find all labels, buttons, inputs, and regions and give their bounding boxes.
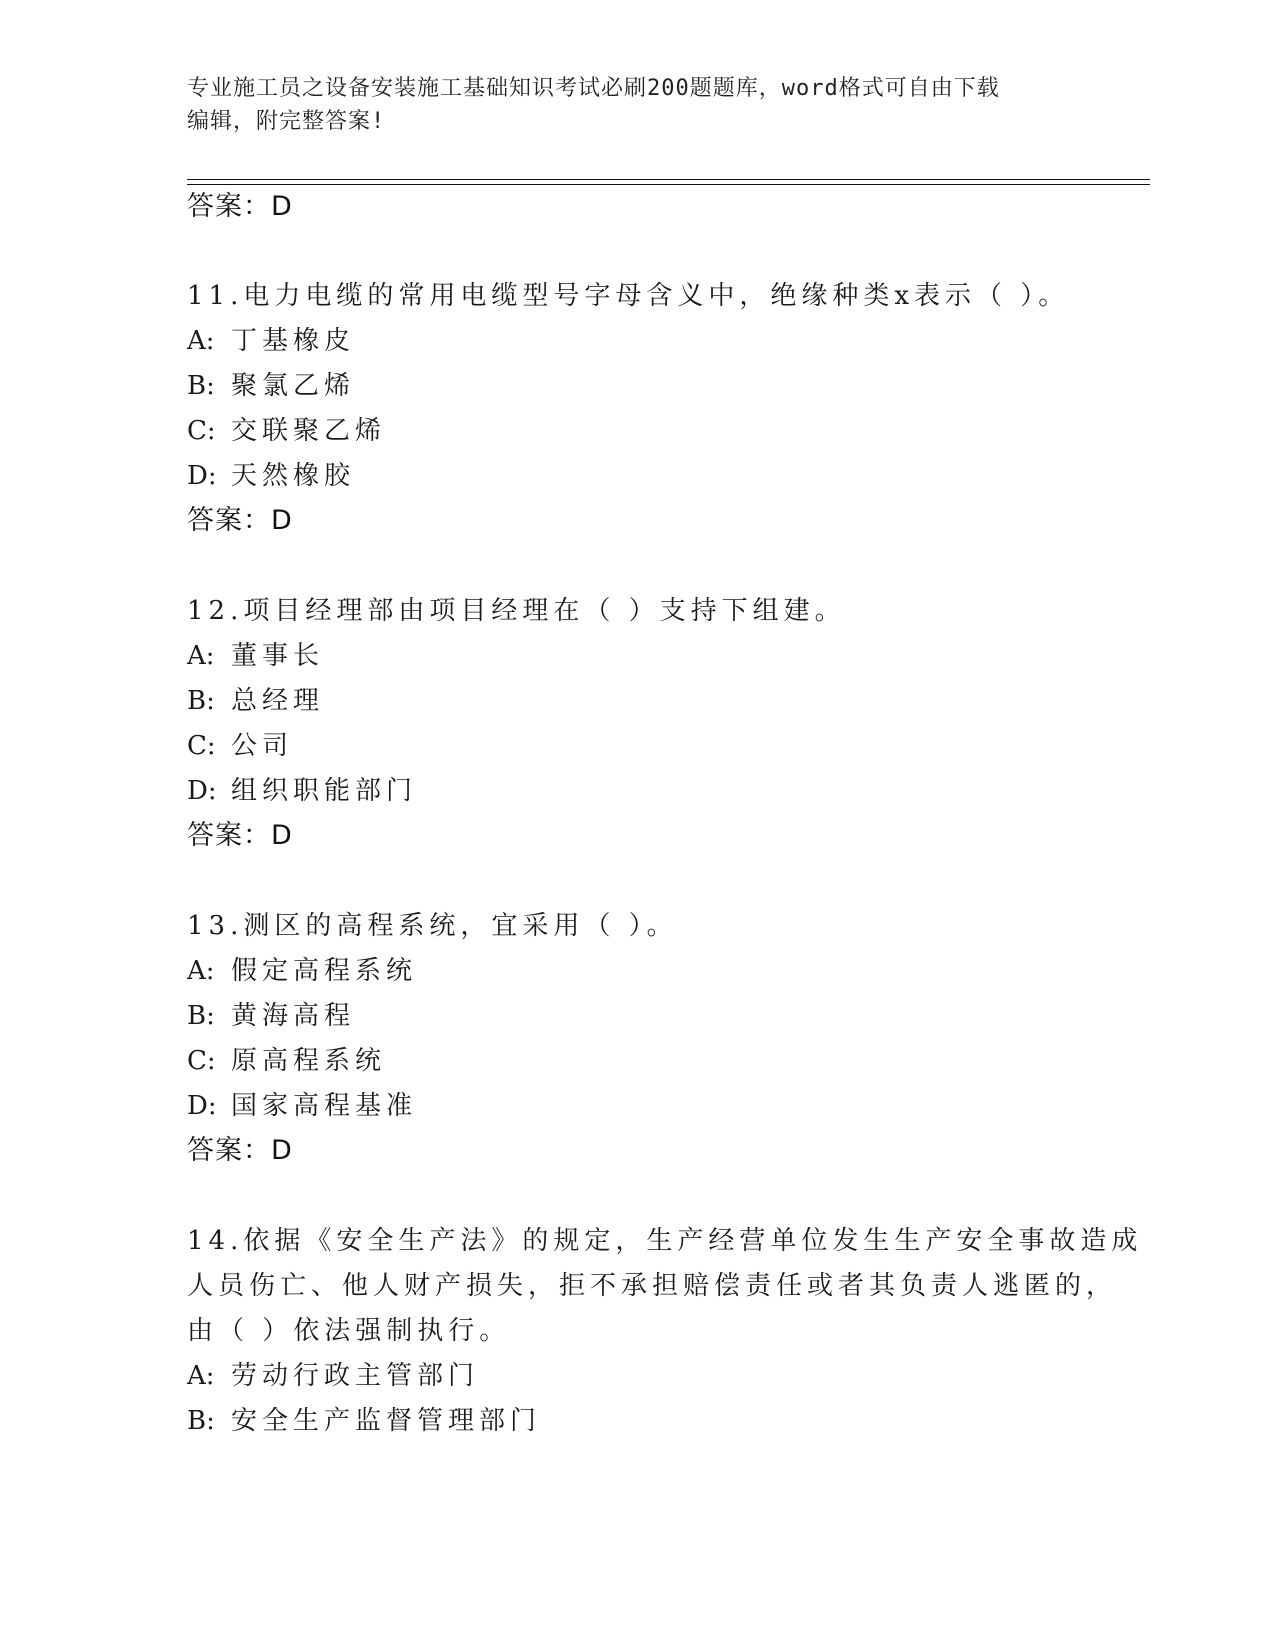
header-divider-top xyxy=(187,179,1150,180)
option-b xyxy=(187,1000,355,1032)
option-key: C: xyxy=(187,416,216,446)
option-key: B: xyxy=(187,371,215,401)
option-key: D: xyxy=(187,1091,217,1121)
question-stem-continued: 人员伤亡、他人财产损失，拒不承担赔偿责任或者其负责人逃匿的， xyxy=(187,1271,1118,1301)
option-text: 公司 xyxy=(231,731,294,761)
question-stem: 12.项目经理部由项目经理在（ ）支持下组建。 xyxy=(187,596,846,626)
question-stem-continued: 由（ ）依法强制执行。 xyxy=(187,1316,511,1346)
option-c xyxy=(187,1045,386,1077)
option-text: 总经理 xyxy=(231,686,325,716)
option-a xyxy=(187,325,355,357)
option-b xyxy=(187,685,324,717)
option-a xyxy=(187,1360,479,1392)
option-text: 天然橡胶 xyxy=(231,461,356,491)
option-text: 聚氯乙烯 xyxy=(231,371,356,401)
option-b xyxy=(187,1405,541,1437)
option-a xyxy=(187,955,417,987)
answer-line: 答案：D xyxy=(187,1135,293,1166)
answer-line: 答案：D xyxy=(187,505,293,536)
option-d xyxy=(187,460,355,492)
option-d xyxy=(187,1090,417,1122)
option-key: B: xyxy=(187,686,215,716)
question-stem: 11.电力电缆的常用电缆型号字母含义中，绝缘种类x表示（ ）。 xyxy=(187,281,1070,311)
option-text: 假定高程系统 xyxy=(231,956,418,986)
option-a xyxy=(187,640,324,672)
question-stem: 14.依据《安全生产法》的规定，生产经营单位发生生产安全事故造成 xyxy=(187,1226,1143,1256)
option-text: 组织职能部门 xyxy=(231,776,418,806)
option-key: A: xyxy=(187,1361,215,1391)
option-text: 国家高程基准 xyxy=(231,1091,418,1121)
option-text: 安全生产监督管理部门 xyxy=(231,1406,542,1436)
option-key: B: xyxy=(187,1406,215,1436)
answer-line: 答案：D xyxy=(187,191,293,222)
option-c xyxy=(187,730,293,762)
option-key: D: xyxy=(187,461,217,491)
option-key: A: xyxy=(187,641,215,671)
option-text: 董事长 xyxy=(231,641,325,671)
option-text: 交联聚乙烯 xyxy=(231,416,387,446)
option-text: 黄海高程 xyxy=(231,1001,356,1031)
option-b xyxy=(187,370,355,402)
option-key: C: xyxy=(187,731,216,761)
option-d xyxy=(187,775,417,807)
option-text: 劳动行政主管部门 xyxy=(231,1361,480,1391)
option-text: 原高程系统 xyxy=(231,1046,387,1076)
header-title-line-1: 专业施工员之设备安装施工基础知识考试必刷200题题库，word格式可自由下载 xyxy=(187,76,1000,101)
option-key: C: xyxy=(187,1046,216,1076)
option-c xyxy=(187,415,386,447)
option-key: A: xyxy=(187,956,215,986)
answer-line: 答案：D xyxy=(187,820,293,851)
header-title-line-2: 编辑，附完整答案! xyxy=(187,109,386,134)
option-key: D: xyxy=(187,776,217,806)
option-text: 丁基橡皮 xyxy=(231,326,356,356)
document-header xyxy=(187,72,1067,138)
header-divider-bottom xyxy=(187,184,1150,185)
option-key: B: xyxy=(187,1001,215,1031)
option-key: A: xyxy=(187,326,215,356)
question-stem: 13.测区的高程系统，宜采用（ ）。 xyxy=(187,911,678,941)
